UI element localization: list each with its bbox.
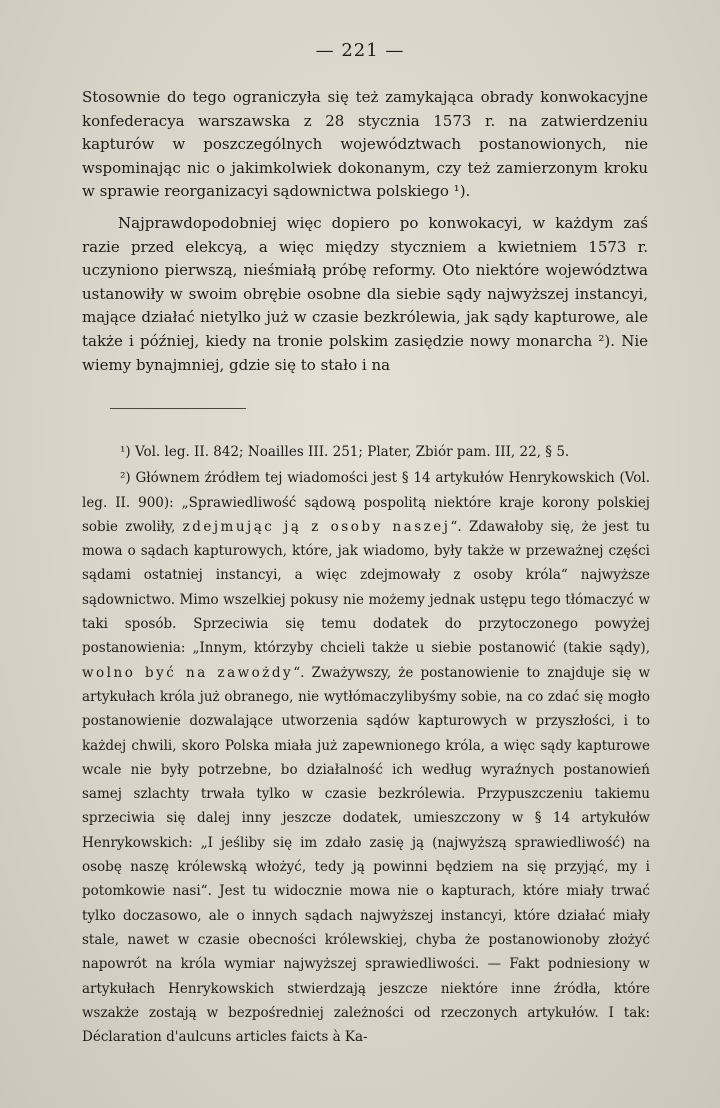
footnote-2-spaced-2: wolno być na zawożdy [82, 664, 294, 681]
paragraph-1: Stosownie do tego ograniczyła się też zamykająca obrady konwokacyjne konfederacya warszawska z 28 stycznia 1573 r. na zatwierdzeniu kapturów w poszczególnych województwach postanowionych, nie wspominając nic o jakimkolwiek dokonanym, czy też zamierzonym kroku w sprawie reorganizacyi sądownictwa polskiego ¹). [82, 88, 648, 201]
page-number: — 221 — [315, 40, 405, 61]
paragraph-2: Najprawdopodobniej więc dopiero po konwokacyi, w każdym zaś razie przed elekcyą, a więc między styczniem a kwietniem 1573 r. uczyniono pierwszą, nieśmiałą próbę reformy. Oto niektóre województwa ustanowiły w swoim obrębie osobne dla siebie sądy najwyższej instancyi, mające działać nietylko już w czasie bezkrólewia, jak sądy kapturowe, ale także i później, kiedy na tronie polskim zasiędzie nowy monarcha ²). Nie wiemy bynajmniej, gdzie się to stało i na [82, 213, 648, 374]
footnote-2-spaced-1: zdejmując ją z osoby naszej [182, 518, 451, 535]
footnote-divider [110, 408, 246, 409]
footnote-2-text-a: ²) Głównem źródłem tej wiadomości jest § 14 artykułów Henrykowskich (Vol. leg. II. 900): „Sprawiedliwość sądową pospolitą niektóre kraje korony polskiej sobie zwoliły, [82, 470, 650, 535]
footnote-2 [82, 466, 650, 1049]
main-text [82, 86, 648, 377]
footnotes [82, 440, 650, 1049]
footnote-1: ¹) Vol. leg. II. 842; Noailles III. 251; Plater, Zbiór pam. III, 22, § 5. [120, 444, 570, 460]
footnote-2-text-b: “. Zdawałoby się, że jest tu mowa o sądach kapturowych, które, jak wiadomo, były także w przeważnej części sądami ostatniej instancyi, a więc zdejmowały z osoby króla“ najwyższe sądownictwo. Mimo wszelkiej pokusy nie możemy jednak ustępu tego tłómaczyć w taki sposób. Sprzeciwia się temu dodatek do przytoczonego powyżej postanowienia: „Innym, którzyby chcieli także u siebie postanowić (takie sądy), [82, 518, 650, 657]
footnote-2-text-c: “. Zważywszy, że postanowienie to znajduje się w artykułach króla już obranego, nie wytłómaczylibyśmy sobie, na co zdać się mogło postanowienie dozwalające utworzenia sądów kapturowych w przyszłości, i to każdej chwili, skoro Polska miała już zapewnionego króla, a więc sądy kapturowe wcale nie były potrzebne, bo działalność ich według wyraźnych postanowień samej szlachty trwała tylko w czasie bezkrólewia. Przypuszczeniu takiemu sprzeciwia się dalej inny jeszcze dodatek, umieszczony w § 14 artykułów Henrykowskich: „I jeśliby się im zdało zasię ją (najwyższą sprawiedliwość) na osobę naszę królewską włożyć, tedy ją powinni będziem na się przyjąć, my i potomkowie nasi“. Jest tu widocznie mowa nie o kapturach, które miały trwać tylko doczasowo, ale o innych sądach najwyższej instancyi, które działać miały stale, nawet w czasie obecności królewskiej, chyba że postanowionoby złożyć napowrót na króla wymiar najwyższej sprawiedliwości. — Fakt podniesiony w artykułach Henrykowskich stwierdzają jeszcze niektóre inne źródła, które wszakże zostają w bezpośredniej zależności od rzeczonych artykułów. I tak: Déclaration d'aulcuns articles faicts à Ka- [82, 664, 650, 1046]
